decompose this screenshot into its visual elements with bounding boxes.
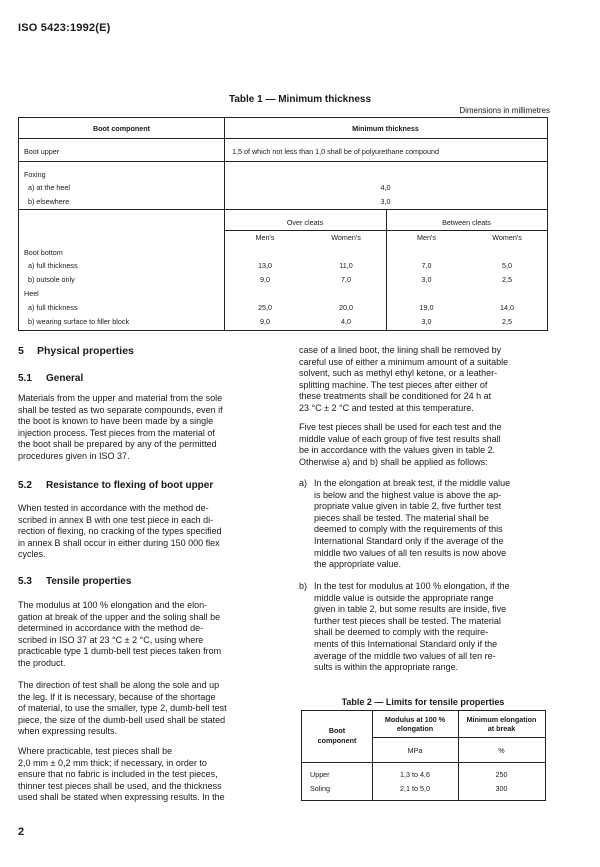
text-line: thinner test pieces shall be used, and the thickness xyxy=(18,780,222,791)
table2-col-component: component xyxy=(317,736,357,745)
table2-row-component: Soling xyxy=(310,784,330,793)
section-5-1-number: 5.1 xyxy=(18,373,32,384)
text-line: ensure that no fabric is included in the test pieces, xyxy=(18,769,218,780)
table2-cell: 300 xyxy=(495,784,508,793)
table1-between-cleats: Between cleats xyxy=(442,218,491,227)
table1-cell: 20,0 xyxy=(339,303,353,312)
text-line: In the elongation at break test, if the middle value xyxy=(314,478,511,488)
table1-cell: 9,0 xyxy=(260,317,270,326)
text-line: be in accordance with the values given in table 2. xyxy=(299,445,496,456)
text-line: Materials from the upper and material from the sole xyxy=(18,393,223,403)
text-line: Where practicable, test pieces shall be xyxy=(18,746,173,756)
table1-cell: 13,0 xyxy=(258,261,272,270)
text-line: propriate value given in table 2, five further test xyxy=(314,501,502,512)
section-5-1-paragraph xyxy=(18,393,272,463)
table1-boot-bottom-label: Boot bottom xyxy=(24,248,63,257)
table2-cell: 1,3 to 4,6 xyxy=(400,770,430,779)
text-line: is below and the highest value is above the ap- xyxy=(314,489,502,500)
text-line: deemed to comply with the requirements of this xyxy=(314,524,503,535)
table2-cell: 250 xyxy=(495,770,508,779)
text-line: 23 °C ± 2 °C and tested at this temperature. xyxy=(299,402,474,413)
section-5-1-title: General xyxy=(46,373,84,384)
document-header: ISO 5423:1992(E) xyxy=(18,22,111,34)
table1-heel-label: Heel xyxy=(24,289,39,298)
table1-cell: 2,5 xyxy=(502,317,512,326)
text-line: Otherwise a) and b) shall be applied as follows: xyxy=(299,456,488,467)
text-line: splitting machine. The test pieces after either of xyxy=(299,379,488,390)
text-line: scribed in annex B with one test piece in each di- xyxy=(18,514,214,525)
text-line: careful use of either a minimum amount of a suitable xyxy=(299,356,509,367)
text-line: practicable type 1 dumb-bell test pieces taken from xyxy=(18,646,222,657)
table2-col-component: Boot xyxy=(328,726,346,735)
text-line: rection of flexing, no cracking of the types specified xyxy=(18,526,222,537)
text-line: case of a lined boot, the lining shall be removed by xyxy=(299,345,502,355)
table2-row-component: Upper xyxy=(310,770,330,779)
table2-col-modulus: elongation xyxy=(396,724,434,733)
section-5-3-paragraph-1 xyxy=(18,600,272,670)
section-5-title: Physical properties xyxy=(37,345,134,357)
text-line: shall be tested as two separate compounds, even if xyxy=(18,404,223,415)
right-column-paragraph-2 xyxy=(299,422,549,468)
table1-over-cleats: Over cleats xyxy=(286,218,324,227)
table1-cell: 7,0 xyxy=(341,275,351,284)
text-line: In the test for modulus at 100 % elongation, if the xyxy=(314,581,510,591)
text-line: procedures given in ISO 37. xyxy=(18,450,130,461)
table1-foxing-elsewhere-value: 3,0 xyxy=(380,197,391,206)
text-line: gation at break of the upper and the soling shall be xyxy=(18,611,221,622)
table1-cell: 14,0 xyxy=(500,303,514,312)
table1-cell: 11,0 xyxy=(339,261,353,270)
table2-col-modulus: Modulus at 100 % xyxy=(384,715,446,724)
table1-boot-upper-value: 1,5 of which not less than 1,0 shall be of polyurethane compound xyxy=(232,147,439,156)
table1-cell: 19,0 xyxy=(419,303,434,312)
table2 xyxy=(301,710,546,801)
text-line: used shall be stated when expressing results. In the xyxy=(18,792,225,803)
table1 xyxy=(18,117,548,331)
section-5-2-number: 5.2 xyxy=(18,480,32,491)
table1-cell: 7,0 xyxy=(421,261,432,270)
text-line: further test pieces shall be tested. The material xyxy=(314,615,501,626)
table1-boot-bottom-row-label: a) full thickness xyxy=(28,261,78,270)
page-number: 2 xyxy=(18,826,25,838)
table1-boot-upper-label: Boot upper xyxy=(24,147,60,156)
section-5-3-paragraph-2 xyxy=(18,680,272,738)
text-line: pieces shall be tested. The material shall be xyxy=(314,512,489,523)
text-line: average of the middle two values of all ten re- xyxy=(314,650,496,661)
table1-cell: 3,0 xyxy=(421,317,432,326)
table2-col-elongation: at break xyxy=(487,724,516,733)
table2-cell: 2,1 to 5,0 xyxy=(400,784,430,793)
table1-between-mens: Men's xyxy=(417,233,436,242)
section-5-number: 5 xyxy=(18,345,24,357)
text-line: cycles. xyxy=(18,549,46,560)
text-line: scribed in ISO 37 at 23 °C ± 2 °C, using where xyxy=(18,634,204,645)
table1-heel-row-label: b) wearing surface to filler block xyxy=(28,317,130,326)
table1-cell: 2,5 xyxy=(502,275,512,284)
table1-foxing-heel-label: a) at the heel xyxy=(28,183,70,192)
table1-foxing-heel-value: 4,0 xyxy=(380,183,391,192)
table1-cell: 4,0 xyxy=(341,317,351,326)
text-line: the boot is known to have been made by a single xyxy=(18,416,214,427)
text-line: Five test pieces shall be used for each test and the xyxy=(299,422,502,432)
text-line: the boot shall be prepared by any of the permitted xyxy=(18,439,217,450)
table1-foxing-label: Foxing xyxy=(24,170,46,179)
text-line: sults is within the appropriate range. xyxy=(314,662,459,673)
text-line: middle value is outside the appropriate range xyxy=(314,592,494,603)
table1-heel-row-label: a) full thickness xyxy=(28,303,78,312)
text-line: injection process. Test pieces from the material of xyxy=(18,427,215,438)
text-line: 2,0 mm ± 0,2 mm thick; if necessary, in order to xyxy=(18,757,207,768)
text-line: solvent, such as methyl ethyl ketone, or a leather- xyxy=(299,368,498,379)
table1-cell: 3,0 xyxy=(421,275,432,284)
text-line: The direction of test shall be along the sole and up xyxy=(18,680,220,690)
right-column-paragraph-1 xyxy=(299,345,549,415)
table1-between-womens: Women's xyxy=(492,233,522,242)
text-line: middle two values of all ten results is now above xyxy=(314,547,507,558)
table1-boot-bottom-row-label: b) outsole only xyxy=(28,275,75,284)
text-line: of material, to use the smaller, type 2, dumb-bell test xyxy=(18,703,227,714)
text-line: the appropriate value. xyxy=(314,559,402,570)
text-line: these treatments shall be conditioned for 24 h at xyxy=(299,391,492,402)
table1-cell: 25,0 xyxy=(258,303,272,312)
text-line: when expressing results. xyxy=(18,726,118,737)
table1-foxing-elsewhere-label: b) elsewhere xyxy=(28,197,70,206)
table1-over-womens: Women's xyxy=(331,233,361,242)
text-line: When tested in accordance with the method de- xyxy=(18,503,209,513)
section-5-3-title: Tensile properties xyxy=(46,576,132,587)
table1-caption: Table 1 — Minimum thickness xyxy=(228,94,372,105)
table2-caption: Table 2 — Limits for tensile properties xyxy=(341,697,505,707)
section-5-3-number: 5.3 xyxy=(18,576,32,587)
text-line: The modulus at 100 % elongation and the elon- xyxy=(18,600,208,610)
table1-cell: 9,0 xyxy=(260,275,270,284)
table2-unit-modulus: MPa xyxy=(407,746,423,755)
table1-cell: 5,0 xyxy=(502,261,512,270)
table2-unit-elongation: % xyxy=(498,746,505,755)
table2-col-elongation: Minimum elongation xyxy=(466,715,537,724)
text-line: the leg. If it is necessary, because of the shortage xyxy=(18,691,216,702)
section-5-2-paragraph xyxy=(18,503,272,561)
text-line: International Standard only if the average of the xyxy=(314,535,504,546)
list-item-b xyxy=(314,581,549,674)
table1-dimensions-note: Dimensions in millimetres xyxy=(459,106,550,115)
section-5-2-title: Resistance to flexing of boot upper xyxy=(46,480,214,491)
text-line: determined in accordance with the method de- xyxy=(18,623,204,634)
text-line: piece, the size of the dumb-bell used shall be stated xyxy=(18,714,226,725)
table1-col-min-thickness: Minimum thickness xyxy=(352,124,419,133)
text-line: ments of this International Standard only if the xyxy=(314,638,498,649)
list-item-b-label: b) xyxy=(299,581,308,591)
table1-col-component: Boot component xyxy=(92,124,151,133)
list-item-a-label: a) xyxy=(299,478,308,488)
text-line: middle value of each group of five test results shall xyxy=(299,433,501,444)
text-line: the product. xyxy=(18,657,66,668)
section-5-3-paragraph-3 xyxy=(18,746,272,804)
list-item-a xyxy=(314,478,549,571)
text-line: given in table 2, but some results are inside, five xyxy=(314,604,507,615)
text-line: shall be deemed to comply with the require- xyxy=(314,627,489,638)
table1-over-mens: Men's xyxy=(255,233,275,242)
text-line: in annex B shall occur in either during 150 000 flex xyxy=(18,537,220,548)
